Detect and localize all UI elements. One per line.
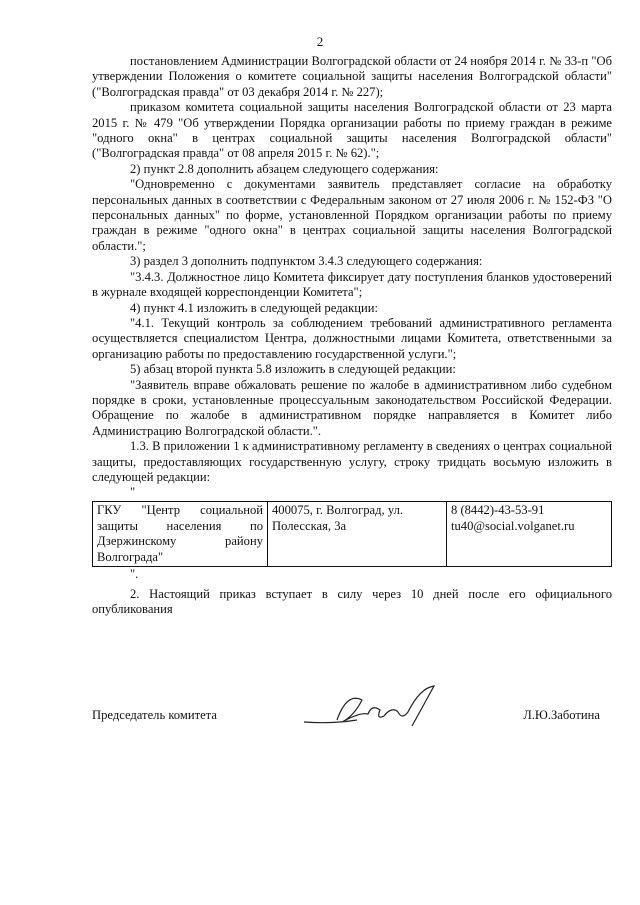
- paragraph: 4) пункт 4.1 изложить в следующей редакции:: [130, 300, 378, 315]
- paragraph: "3.4.3. Должностное лицо Комитета фиксирует дату поступления бланков удостоверений в журнале входящей корреспонденции Комитета";: [92, 269, 612, 300]
- handwritten-signature: [302, 682, 452, 732]
- paragraph: постановлением Администрации Волгоградской области от 24 ноября 2014 г. № 33-п "Об утверждении Положения о комитете социальной защиты населения Волгоградской области" ("Волгоградская правда" от 03 декабря 2014 г. № 227);: [92, 54, 612, 99]
- signatory-name: Л.Ю.Заботина: [523, 708, 600, 722]
- paragraph-effective-date: 2. Настоящий приказ вступает в силу через 10 дней после его официального опубликования: [92, 587, 612, 617]
- center-info-table: [92, 501, 612, 567]
- paragraph: 1.3. В приложении 1 к административному регламенту в сведениях о центрах социальной защиты, предоставляющих государственную услугу, строку тридцать восьмую изложить в следующей редакции:: [92, 439, 612, 484]
- paragraph: 5) абзац второй пункта 5.8 изложить в следующей редакции:: [130, 362, 456, 377]
- paragraph: 2) пункт 2.8 дополнить абзацем следующего содержания:: [130, 161, 439, 176]
- document-body: [92, 54, 612, 618]
- paragraph: приказом комитета социальной защиты населения Волгоградской области от 23 марта 2015 г. № 479 "Об утверждении Порядка организации работы по приему граждан в режиме "одного окна" в центрах социальной защиты населения Волгоградской области" ("Волгоградская правда" от 08 апреля 2015 г. № 62).";: [92, 100, 612, 161]
- paragraph: "Одновременно с документами заявитель представляет согласие на обработку персональных данных в соответствии с Федеральным законом от 27 июля 2006 г. № 152-ФЗ "О персональных данных" по форме, установленной Порядком организации работы по приему граждан в режиме "одного окна" в центрах социальной защиты населения Волгоградской области.";: [92, 177, 612, 253]
- center-address-cell: 400075, г. Волгоград, ул. Полесская, 3а: [268, 502, 447, 567]
- paragraph: "4.1. Текущий контроль за соблюдением требований административного регламента осуществляется специалистом Центра, должностными лицами Комитета, ответственными за организацию работы по предоставлению государственной услуги.";: [92, 315, 612, 361]
- center-contacts-cell: [447, 502, 612, 567]
- table-row: [93, 502, 612, 567]
- paragraph: "Заявитель вправе обжаловать решение по жалобе в административном либо судебном порядке в сроки, установленные процессуальным законодательством Российской Федерации. Обращение по жалобе в административном порядке направляется в Комитет либо Администрацию Волгоградской области.".: [92, 377, 612, 438]
- signature-block: [92, 702, 612, 732]
- center-name-cell: ГКУ "Центр социальной защиты населения по Дзержинскому району Волгограда": [93, 502, 268, 567]
- page-number: 2: [316, 34, 324, 49]
- center-phone: 8 (8442)-43-53-91: [451, 503, 545, 518]
- close-quote: ".: [130, 567, 139, 581]
- signatory-title: Председатель комитета: [92, 708, 217, 722]
- center-email: tu40@social.volganet.ru: [451, 518, 575, 533]
- open-quote: ": [130, 485, 136, 500]
- paragraph: 3) раздел 3 дополнить подпунктом 3.4.3 следующего содержания:: [130, 254, 483, 269]
